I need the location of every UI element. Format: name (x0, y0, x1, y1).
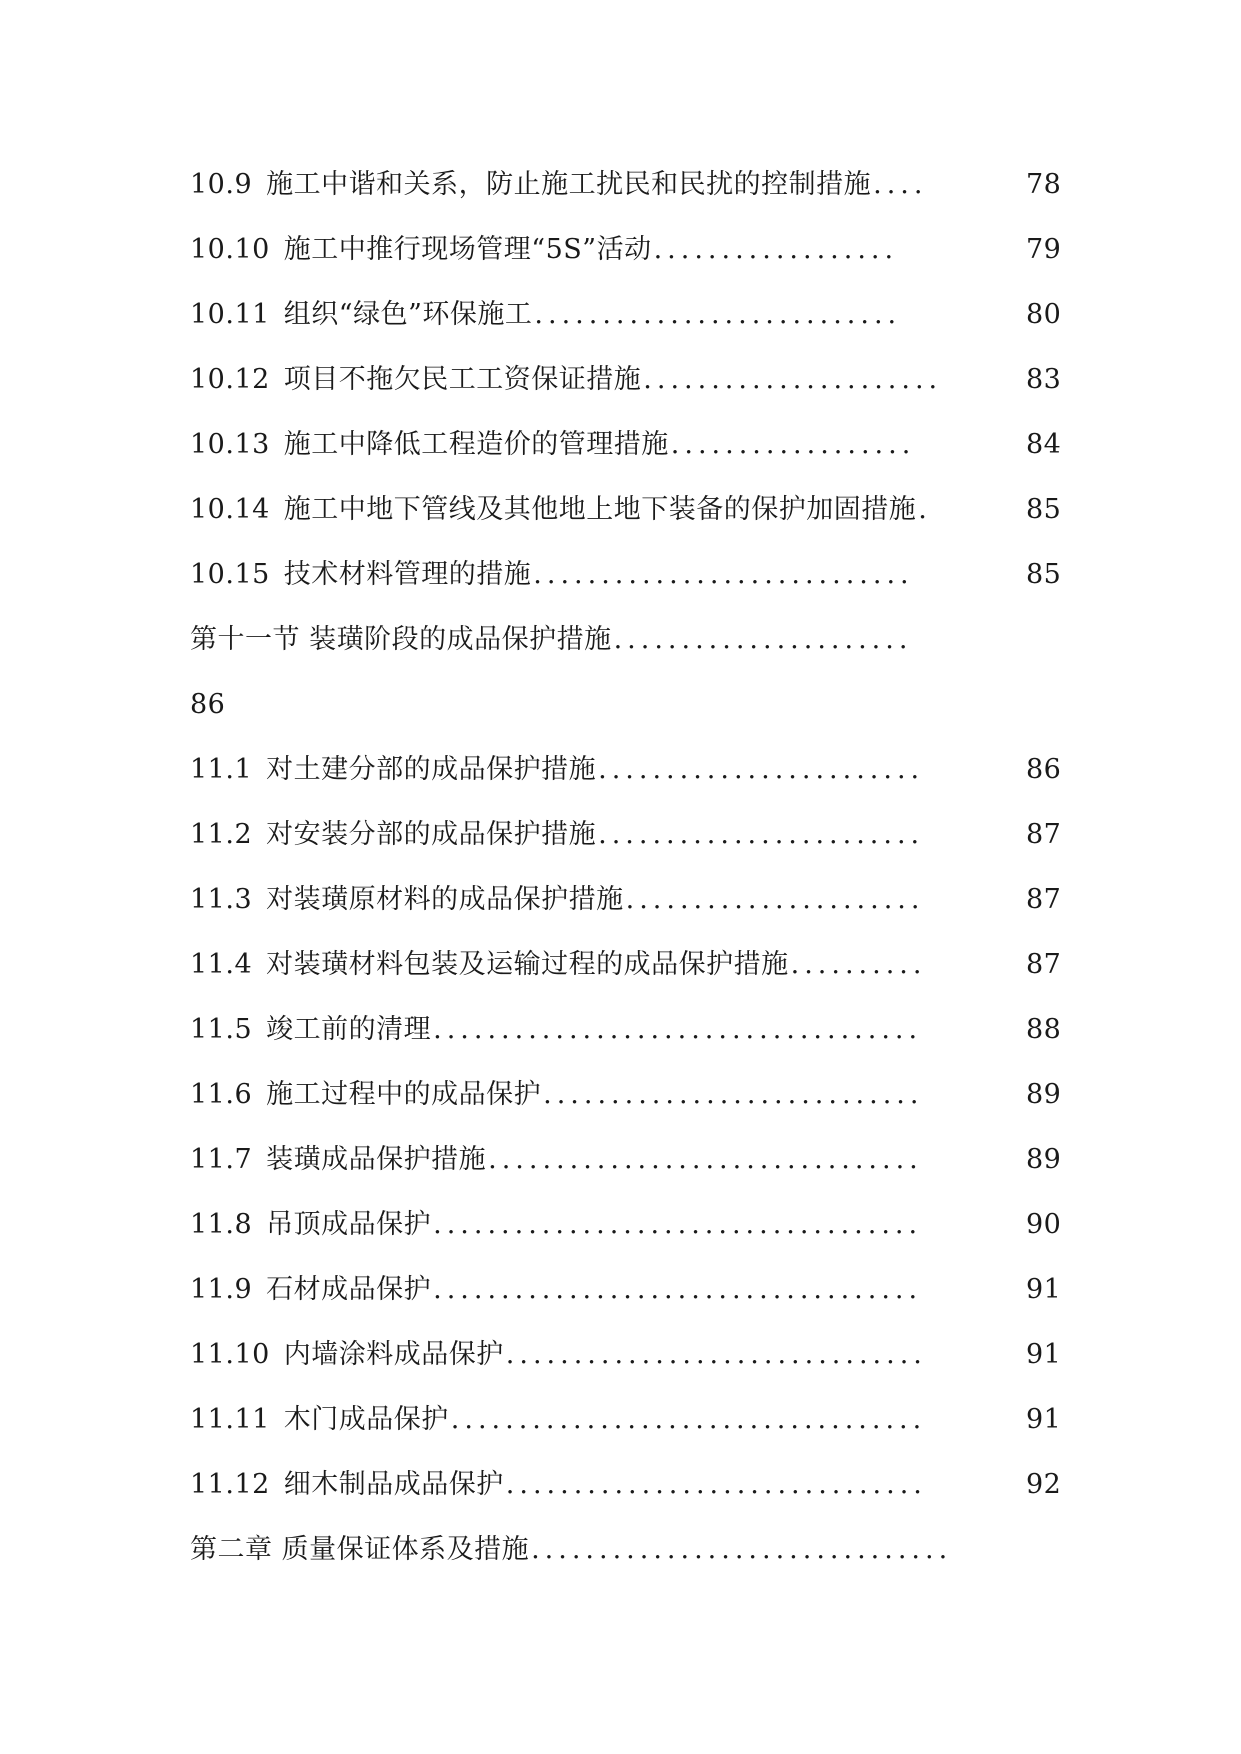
toc-leader-dots: .................. (653, 234, 899, 265)
toc-entry-11-11[interactable] (190, 1387, 1060, 1452)
toc-leader-dots: .................................... (433, 1209, 923, 1240)
toc-leader-dots: . (918, 494, 932, 525)
toc-entry-number: 11.3 (190, 884, 253, 915)
toc-chapter-title: 第二章 质量保证体系及措施 (190, 1534, 530, 1565)
toc-entry-title: 施工中推行现场管理“5S”活动 (283, 234, 652, 265)
toc-leader-dots: ................................ (488, 1144, 923, 1175)
toc-entry-title: 木门成品保护 (283, 1404, 449, 1435)
toc-entry-number: 10.11 (190, 299, 270, 330)
toc-leader-dots: ............................... (531, 1534, 953, 1565)
toc-page-number: 87 (1026, 884, 1062, 915)
toc-entry-number: 11.1 (190, 754, 253, 785)
toc-entry-11-4[interactable] (190, 932, 1060, 997)
toc-section-title: 第十一节 装璜阶段的成品保护措施 (190, 624, 612, 655)
toc-leader-dots: .......... (790, 949, 927, 980)
toc-entry-number: 10.12 (190, 364, 270, 395)
toc-page-number: 88 (1026, 1014, 1062, 1045)
toc-entry-11-7[interactable] (190, 1127, 1060, 1192)
toc-entry-11-10[interactable] (190, 1322, 1060, 1387)
toc-page-number: 78 (1026, 169, 1062, 200)
toc-entry-number: 10.9 (190, 169, 253, 200)
toc-leader-dots: ............................... (505, 1339, 927, 1370)
toc-entry-number: 11.5 (190, 1014, 253, 1045)
toc-entry-title: 对装璜原材料的成品保护措施 (266, 884, 624, 915)
toc-entry-title: 对装璜材料包装及运输过程的成品保护措施 (266, 949, 789, 980)
toc-page-number: 83 (1026, 364, 1062, 395)
toc-page-number: 79 (1026, 234, 1062, 265)
toc-entry-title: 项目不拖欠民工工资保证措施 (283, 364, 642, 395)
toc-entry-10-10[interactable] (190, 217, 1060, 282)
toc-entry-title: 石材成品保护 (266, 1274, 432, 1305)
toc-leader-dots: ...................... (643, 364, 943, 395)
toc-leader-dots: ........................ (598, 754, 925, 785)
toc-entry-11-3[interactable] (190, 867, 1060, 932)
toc-entry-title: 对安装分部的成品保护措施 (266, 819, 597, 850)
toc-section-11-page-row (190, 672, 1060, 737)
toc-entry-number: 11.10 (190, 1339, 270, 1370)
toc-entry-title: 技术材料管理的措施 (283, 559, 532, 590)
toc-entry-number: 10.10 (190, 234, 270, 265)
toc-page-number: 89 (1026, 1144, 1062, 1175)
toc-entry-title: 装璜成品保护措施 (266, 1144, 487, 1175)
toc-leader-dots: .................................... (433, 1274, 923, 1305)
toc-section-11[interactable] (190, 607, 1060, 672)
table-of-contents (190, 152, 1060, 1582)
toc-page-number: 89 (1026, 1079, 1062, 1110)
toc-leader-dots: .................. (670, 429, 916, 460)
toc-leader-dots: .................................... (433, 1014, 923, 1045)
toc-page-number: 91 (1026, 1274, 1062, 1305)
toc-leader-dots: ........................... (534, 299, 902, 330)
toc-chapter-2[interactable] (190, 1517, 1060, 1582)
toc-entry-11-5[interactable] (190, 997, 1060, 1062)
toc-entry-title: 吊顶成品保护 (266, 1209, 432, 1240)
toc-entry-10-11[interactable] (190, 282, 1060, 347)
toc-entry-11-9[interactable] (190, 1257, 1060, 1322)
toc-entry-title: 竣工前的清理 (266, 1014, 432, 1045)
toc-entry-number: 11.9 (190, 1274, 253, 1305)
toc-entry-number: 11.6 (190, 1079, 253, 1110)
toc-entry-title: 对土建分部的成品保护措施 (266, 754, 597, 785)
toc-entry-number: 11.2 (190, 819, 253, 850)
toc-entry-title: 施工中降低工程造价的管理措施 (283, 429, 669, 460)
toc-entry-11-12[interactable] (190, 1452, 1060, 1517)
toc-page-number: 90 (1026, 1209, 1062, 1240)
toc-page-number: 87 (1026, 819, 1062, 850)
toc-page-number: 86 (1026, 754, 1062, 785)
toc-leader-dots: ...................... (613, 624, 913, 655)
toc-entry-title: 细木制品成品保护 (283, 1469, 504, 1500)
toc-page-number: 92 (1026, 1469, 1062, 1500)
toc-entry-number: 11.11 (190, 1404, 270, 1435)
toc-page-number: 91 (1026, 1404, 1062, 1435)
toc-entry-number: 11.12 (190, 1469, 270, 1500)
toc-entry-10-15[interactable] (190, 542, 1060, 607)
toc-entry-10-12[interactable] (190, 347, 1060, 412)
toc-entry-11-6[interactable] (190, 1062, 1060, 1127)
toc-leader-dots: ............................ (543, 1079, 924, 1110)
toc-entry-number: 10.15 (190, 559, 270, 590)
toc-entry-title: 施工中谐和关系，防止施工扰民和民扰的控制措施 (266, 169, 872, 200)
toc-page-number: 80 (1026, 299, 1062, 330)
toc-leader-dots: .... (873, 169, 928, 200)
toc-entry-number: 10.14 (190, 494, 270, 525)
toc-page-number: 87 (1026, 949, 1062, 980)
toc-entry-11-1[interactable] (190, 737, 1060, 802)
toc-page-number: 86 (190, 689, 226, 720)
toc-entry-10-9[interactable] (190, 152, 1060, 217)
toc-entry-title: 施工过程中的成品保护 (266, 1079, 542, 1110)
toc-entry-10-13[interactable] (190, 412, 1060, 477)
toc-entry-11-8[interactable] (190, 1192, 1060, 1257)
toc-entry-10-14[interactable] (190, 477, 1060, 542)
toc-entry-title: 施工中地下管线及其他地上地下装备的保护加固措施 (283, 494, 917, 525)
toc-entry-title: 组织“绿色”环保施工 (283, 299, 533, 330)
toc-leader-dots: ................................... (450, 1404, 927, 1435)
toc-entry-11-2[interactable] (190, 802, 1060, 867)
toc-entry-number: 11.4 (190, 949, 253, 980)
toc-page-number: 84 (1026, 429, 1062, 460)
toc-entry-title: 内墙涂料成品保护 (283, 1339, 504, 1370)
toc-leader-dots: ...................... (625, 884, 925, 915)
toc-leader-dots: ............................ (533, 559, 914, 590)
toc-leader-dots: ........................ (598, 819, 925, 850)
toc-entry-number: 11.7 (190, 1144, 253, 1175)
toc-leader-dots: ............................... (505, 1469, 927, 1500)
toc-page-number: 85 (1026, 494, 1062, 525)
toc-page-number: 91 (1026, 1339, 1062, 1370)
toc-page-number: 85 (1026, 559, 1062, 590)
toc-entry-number: 10.13 (190, 429, 270, 460)
toc-entry-number: 11.8 (190, 1209, 253, 1240)
